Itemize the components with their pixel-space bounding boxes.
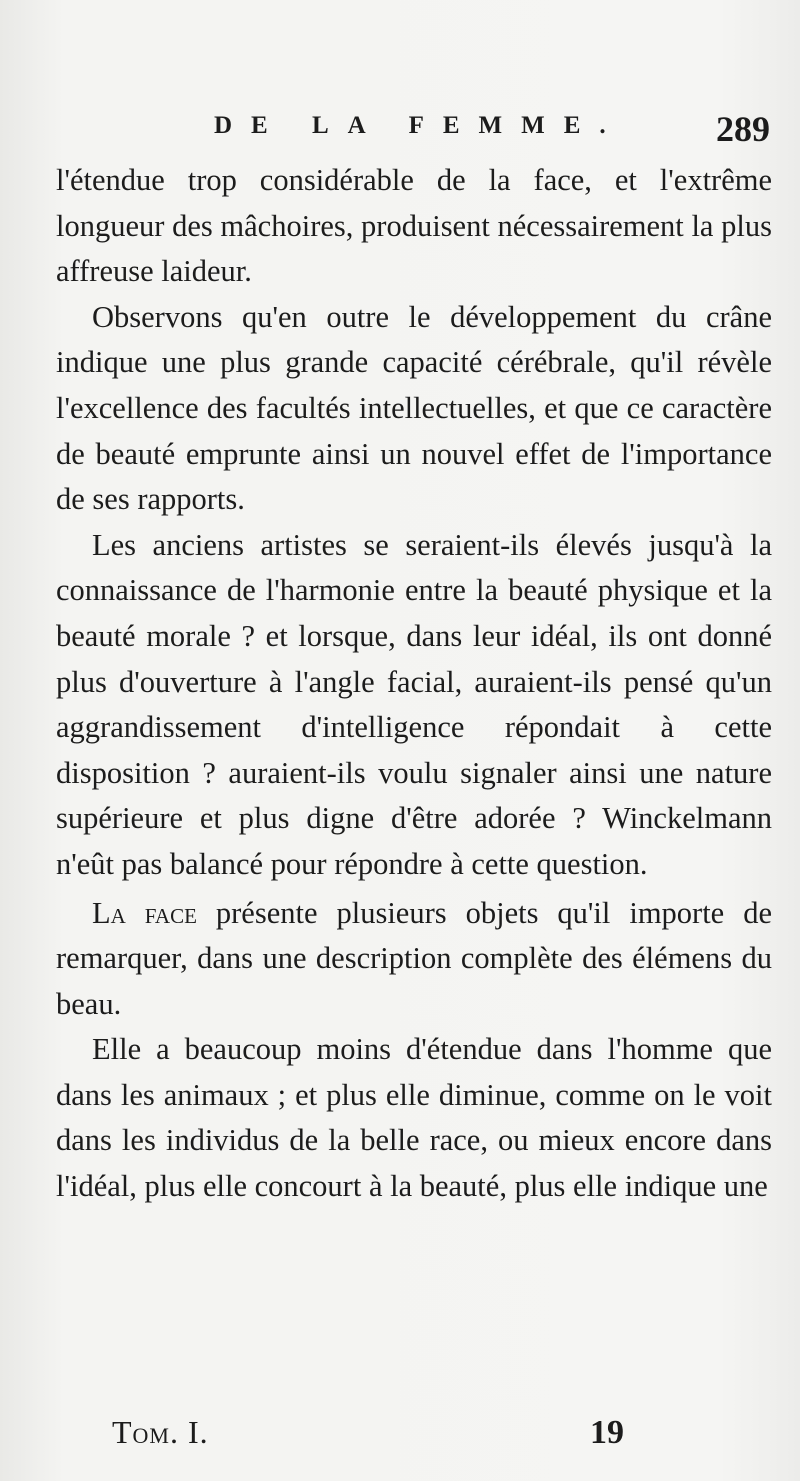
paragraph-1 (56, 158, 772, 295)
paragraph-lead-smallcaps: La face (92, 895, 197, 930)
paragraph-text: Les anciens artistes se seraient-ils élevés jusqu'à la connaissance de l'harmonie entre la beauté physique et la beauté morale ? et lorsque, dans leur idéal, ils ont donné plus d'ouverture à l'angle facial, auraient-ils pensé qu'un aggrandissement d'intelligence répondait à cette disposition ? auraient-ils voulu signaler ainsi une nature supérieure et plus digne d'être adorée ? Winckelmann n'eût pas balancé pour répondre à cette question. (56, 527, 772, 881)
paragraph-text: présente plusieurs objets qu'il importe de remarquer, dans une description complète des élémens du beau. (56, 895, 772, 1021)
page-number: 289 (716, 109, 770, 149)
body-text (56, 158, 772, 1210)
paragraph-text: l'étendue trop considérable de la face, et l'extrême longueur des mâchoires, produisent nécessairement la plus affreuse laideur. (56, 163, 772, 289)
paragraph-4 (56, 891, 772, 1028)
page-footer (0, 1414, 800, 1464)
paragraph-5 (56, 1027, 772, 1209)
volume-signature: Tom. I. (112, 1414, 209, 1450)
paragraph-3 (56, 523, 772, 888)
paragraph-text: Elle a beaucoup moins d'étendue dans l'homme que dans les animaux ; et plus elle diminue, comme on le voit dans les individus de la belle race, ou mieux encore dans l'idéal, plus elle concourt à la beauté, plus elle indique une (56, 1032, 772, 1204)
sheet-number: 19 (590, 1414, 624, 1451)
paragraph-text: Observons qu'en outre le développement du crâne indique une plus grande capacité cérébrale, qu'il révèle l'excellence des facultés intellectuelles, et que ce caractère de beauté emprunte ainsi un nouvel effet de l'importance de ses rapports. (56, 299, 772, 517)
running-title: DE LA FEMME. (214, 112, 625, 139)
paragraph-2 (56, 295, 772, 523)
page-header (0, 108, 800, 158)
